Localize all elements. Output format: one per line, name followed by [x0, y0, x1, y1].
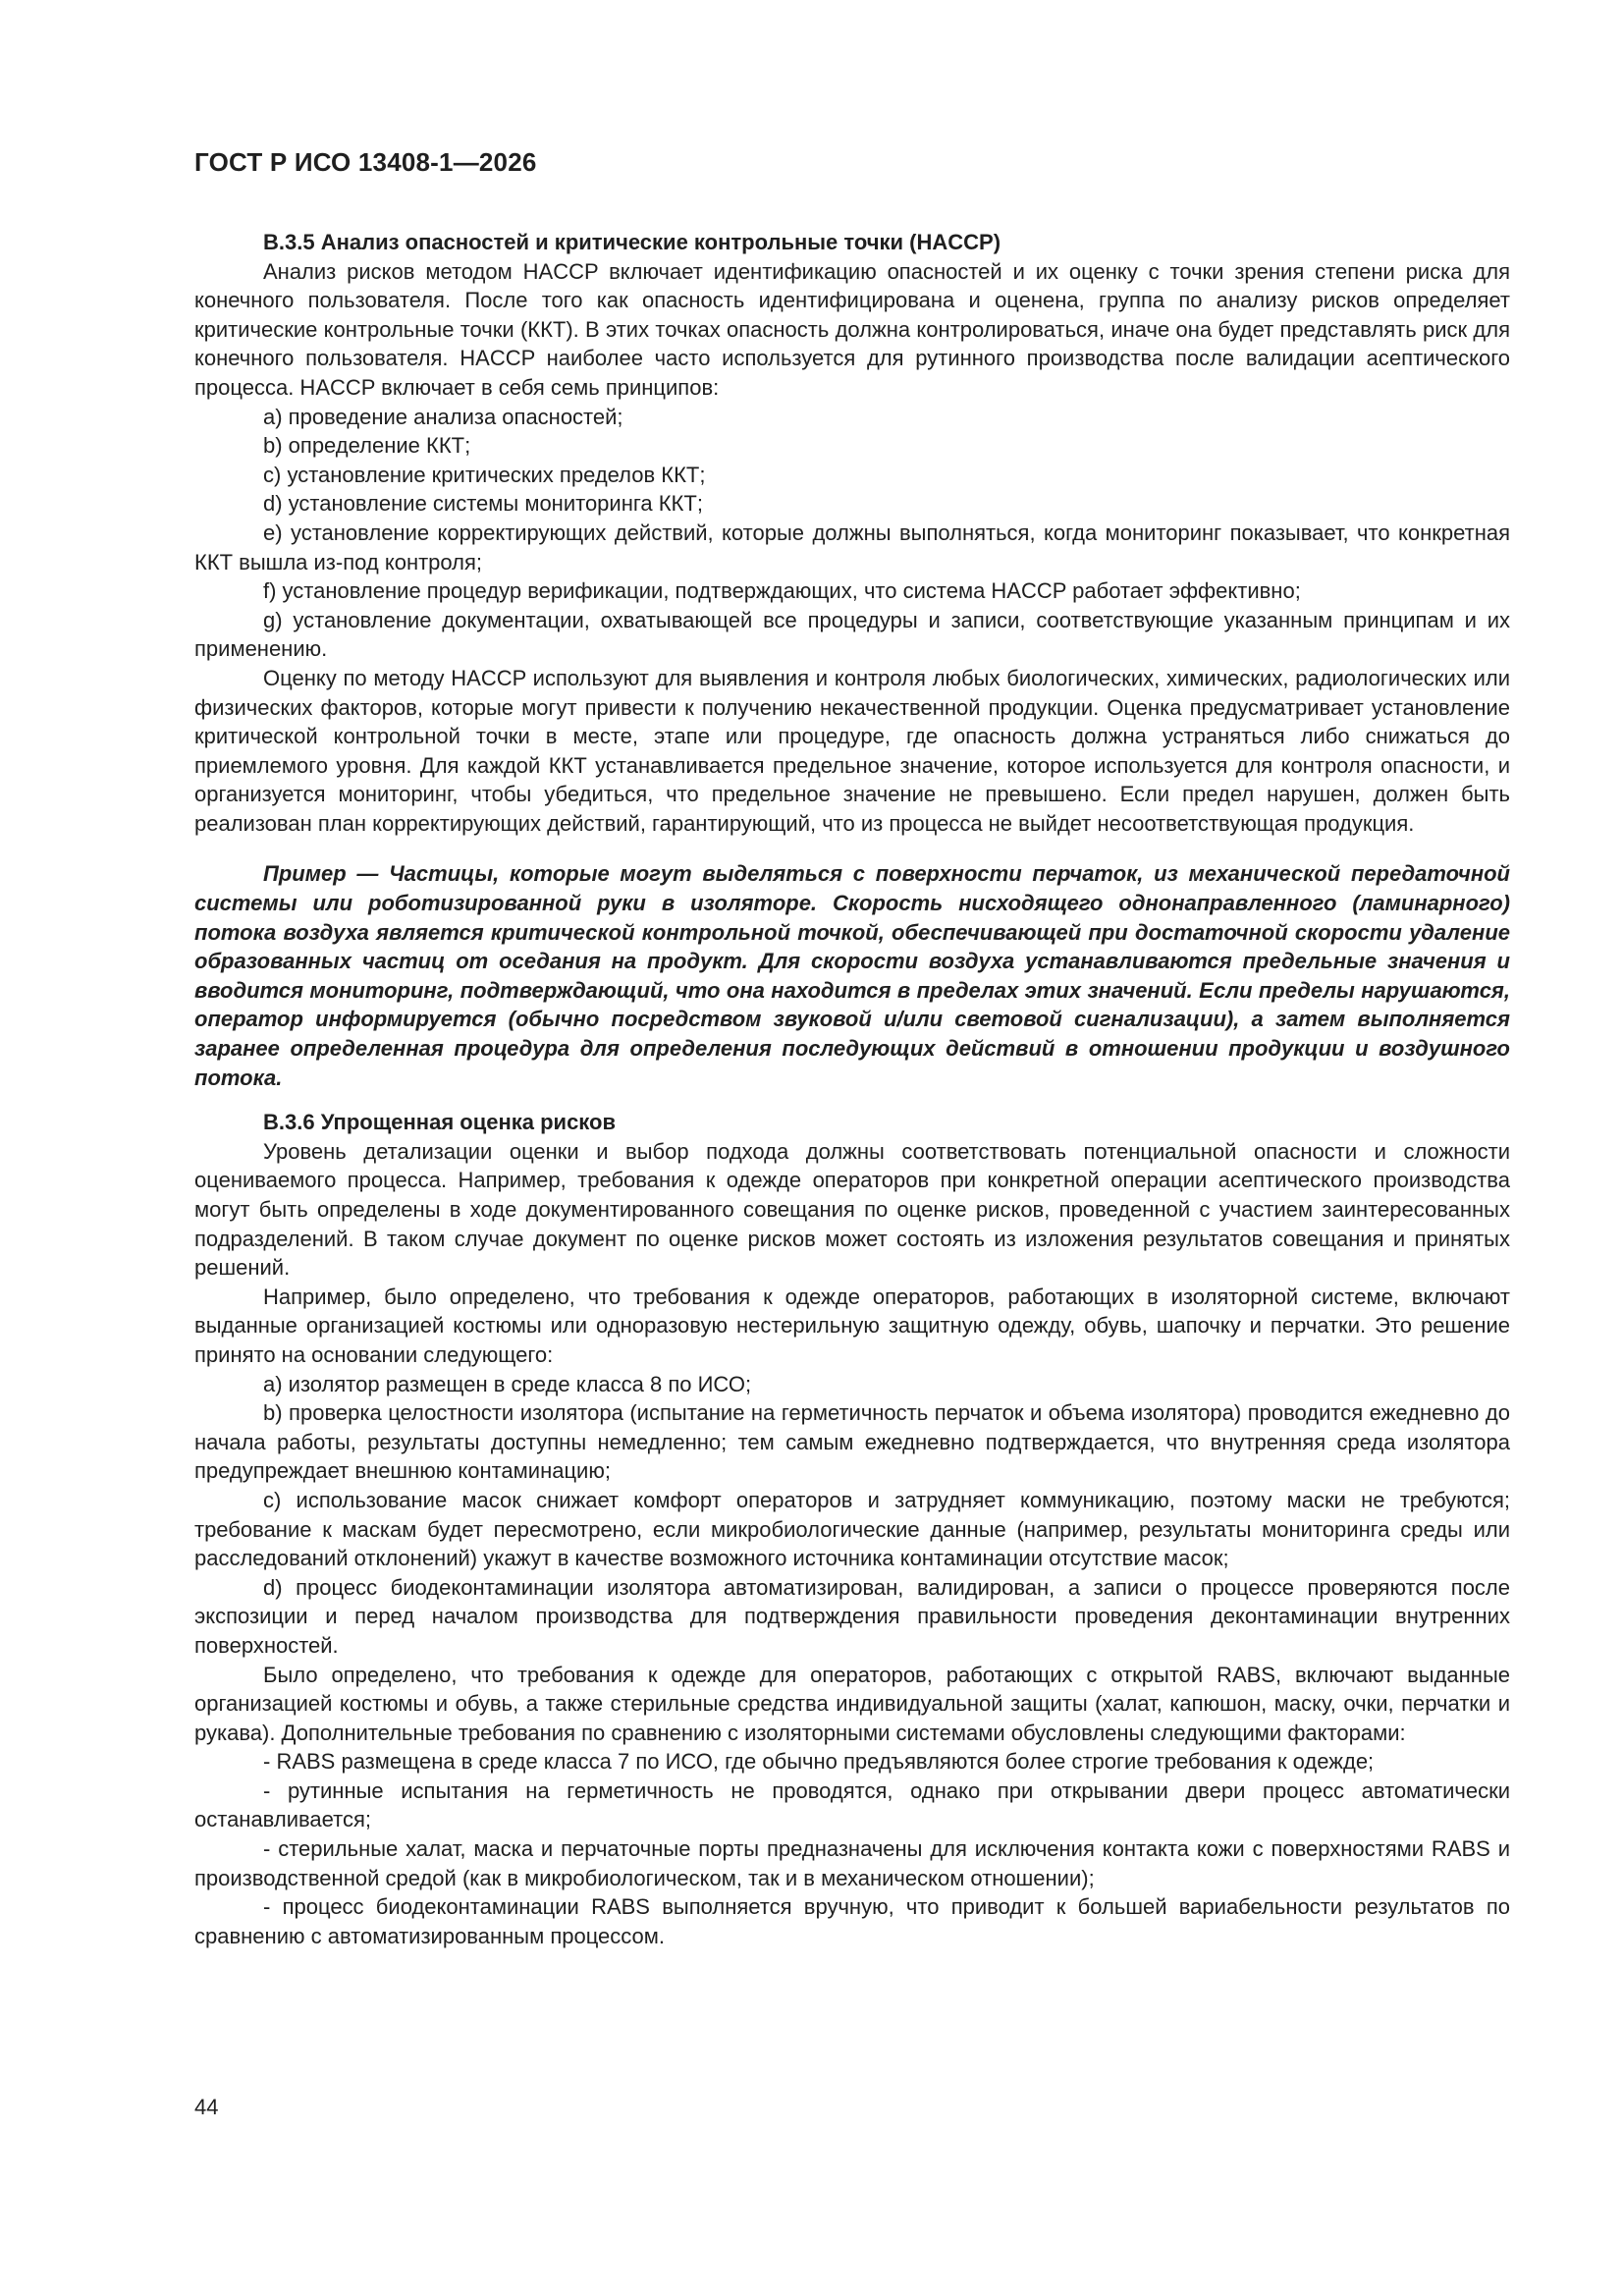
document-header: ГОСТ Р ИСО 13408-1—2026	[194, 147, 537, 177]
list-item: a) изолятор размещен в среде класса 8 по ИСО;	[263, 1371, 752, 1396]
list-item: d) установление системы мониторинга ККТ;	[263, 491, 703, 517]
list-item: - стерильные халат, маска и перчаточные порты предназначены для исключения контакта кожи с поверхностями RABS и производственной средой (как в микробиологическом, так и в механическом отношении);	[194, 1836, 1510, 1890]
list-item: - RABS размещена в среде класса 7 по ИСО, где обычно предъявляются более строгие требования к одежде;	[263, 1749, 1375, 1775]
paragraph: Например, было определено, что требования к одежде операторов, работающих в изоляторной системе, включают выданные организацией костюмы или одноразовую нестерильную защитную одежду, обувь, шапочку и перчатки. Это решение принято на основании следующего:	[194, 1284, 1510, 1367]
list-item: d) процесс биодеконтаминации изолятора автоматизирован, валидирован, а записи о процессе проверяются после экспозиции и перед началом производства для подтверждения правильности проведения деконтаминации внутренних поверхностей.	[194, 1574, 1510, 1658]
list-item: a) проведение анализа опасностей;	[263, 404, 623, 429]
list-item: - рутинные испытания на герметичность не проводятся, однако при открывании двери процесс автоматически останавливается;	[194, 1777, 1510, 1832]
list-item: e) установление корректирующих действий, которые должны выполняться, когда мониторинг показывает, что конкретная ККТ вышла из-под контроля;	[194, 519, 1510, 574]
list-item: - процесс биодеконтаминации RABS выполняется вручную, что приводит к большей вариабельности результатов по сравнению с автоматизированным процессом.	[194, 1894, 1510, 1948]
list-item: b) определение ККТ;	[263, 433, 471, 459]
list-item: f) установление процедур верификации, подтверждающих, что система HACCP работает эффективно;	[263, 578, 1301, 604]
page-content	[194, 228, 1510, 1950]
list-item: g) установление документации, охватывающей все процедуры и записи, соответствующие указанным принципам и их применению.	[194, 607, 1510, 662]
list-item: c) использование масок снижает комфорт операторов и затрудняет коммуникацию, поэтому маски не требуются; требование к маскам будет пересмотрено, если микробиологические данные (например, результаты мониторинга среды или расследований отклонений) укажут в качестве возможного источника контаминации отсутствие масок;	[194, 1487, 1510, 1571]
section-heading-b36: В.3.6 Упрощенная оценка рисков	[263, 1110, 616, 1135]
paragraph: Оценку по методу HACCP используют для выявления и контроля любых биологических, химических, радиологических или физических факторов, которые могут привести к получению некачественной продукции. Оценка предусматривает установление критической контрольной точки в месте, этапе или процедуре, где опасность должна устраняться либо снижаться до приемлемого уровня. Для каждой ККТ устанавливается предельное значение, которое используется для контроля опасности, и организуется мониторинг, чтобы убедиться, что предельное значение не превышено. Если предел нарушен, должен быть реализован план корректирующих действий, гарантирующий, что из процесса не выйдет несоответствующая продукция.	[194, 665, 1510, 836]
list-item: b) проверка целостности изолятора (испытание на герметичность перчаток и объема изолятора) проводится ежедневно до начала работы, результаты доступны немедленно; тем самым ежедневно подтверждается, что внутренняя среда изолятора предупреждает внешнюю контаминацию;	[194, 1400, 1510, 1484]
example-note: Пример — Частицы, которые могут выделяться с поверхности перчаток, из механической передаточной системы или роботизированной руки в изоляторе. Скорость нисходящего однонаправленного (ламинарного) потока воздуха является критической контрольной точкой, обеспечивающей при достаточной скорости удаление образованных частиц от оседания на продукт. Для скорости воздуха устанавливаются предельные значения и вводится мониторинг, подтверждающий, что она находится в пределах этих значений. Если пределы нарушаются, оператор информируется (обычно посредством звуковой и/или световой сигнализации), а затем выполняется заранее определенная процедура для определения последующих действий в отношении продукции и воздушного потока.	[194, 861, 1510, 1090]
paragraph: Было определено, что требования к одежде для операторов, работающих с открытой RABS, включают выданные организацией костюмы и обувь, а также стерильные средства индивидуальной защиты (халат, капюшон, маску, очки, перчатки и рукава). Дополнительные требования по сравнению с изоляторными системами обусловлены следующими факторами:	[194, 1662, 1510, 1745]
section-heading-b35: В.3.5 Анализ опасностей и критические контрольные точки (HACCP)	[263, 230, 1001, 254]
page-number: 44	[194, 2095, 219, 2119]
list-item: c) установление критических пределов ККТ;	[263, 462, 706, 487]
paragraph: Уровень детализации оценки и выбор подхода должны соответствовать потенциальной опасности и сложности оцениваемого процесса. Например, требования к одежде операторов при конкретной операции асептического производства могут быть определены в ходе документированного совещания по оценке рисков, проведенной с участием заинтересованных подразделений. В таком случае документ по оценке рисков может состоять из изложения результатов совещания и принятых решений.	[194, 1138, 1510, 1281]
paragraph: Анализ рисков методом HACCP включает идентификацию опасностей и их оценку с точки зрения степени риска для конечного пользователя. После того как опасность идентифицирована и оценена, группа по анализу рисков определяет критические контрольные точки (ККТ). В этих точках опасность должна контролироваться, иначе она будет представлять риск для конечного пользователя. HACCP наиболее часто используется для рутинного производства после валидации асептического процесса. HACCP включает в себя семь принципов:	[194, 258, 1510, 400]
